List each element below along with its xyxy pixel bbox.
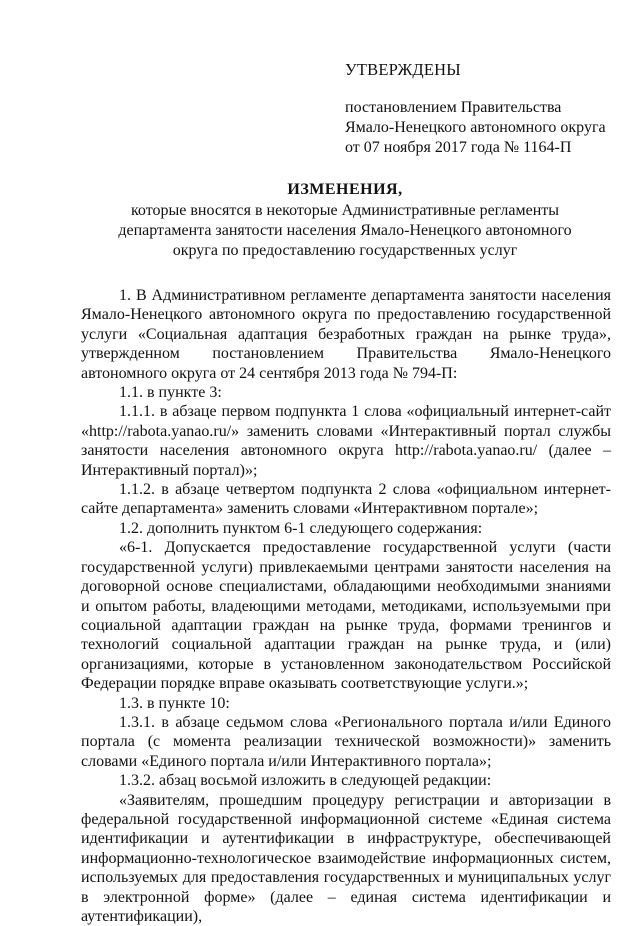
approval-line: Ямало-Ненецкого автономного округа [345, 119, 606, 136]
paragraph-1-1-1: 1.1.1. в абзаце первом подпункта 1 слова «официальный интернет-сайт «http://rabota.yanao.ru/» заменить словами «Интерактивный портал службы занятости населения автономного округа http://rabota.yanao.ru/ (далее – Интерактивный портал)»; [81, 403, 611, 479]
paragraph-1-1-2: 1.1.2. в абзаце четвертом подпункта 2 слова «официальном интернет-сайте департамента» заменить словами «Интерактивном портале»; [81, 481, 611, 518]
approval-line: от 07 ноября 2017 года № 1164-П [345, 139, 572, 156]
approval-block [345, 60, 625, 158]
paragraph-1-3-2: 1.3.2. абзац восьмой изложить в следующей редакции: [119, 772, 492, 790]
paragraph-1-1: 1.1. в пункте 3: [119, 384, 222, 402]
approval-line: постановлением Правительства [345, 99, 562, 116]
document-title: ИЗМЕНЕНИЯ, [287, 181, 403, 198]
paragraph-1-3-1: 1.3.1. в абзаце седьмом слова «Регионального портала и/или Единого портала (с момента реализации технической возможности)» заменить словами «Единого портала и/или Интерактивного портала»; [81, 713, 611, 770]
paragraph-1-3: 1.3. в пункте 10: [119, 694, 230, 712]
paragraph-1: 1. В Административном регламенте департамента занятости населения Ямало-Ненецкого автономного округа по предоставлению государственной услуги «Социальная адаптация безработных граждан на рынке труда», утвержденном постановлением Правительства Ямало-Ненецкого автономного округа от 24 сентября 2013 года № 794-П: [81, 287, 611, 382]
paragraph-6-1: «6-1. Допускается предоставление государственной услуги (части государственной услуги) привлекаемыми центрами занятости населения на договорной основе специалистами, обладающими необходимыми знаниями и опытом работы, владеющими методами, методиками, используемыми при социальной адаптации граждан на рынке труда, формами тренингов и технологий социальной адаптации граждан на рынке труда, и (или) организациями, которые в установленном законодательством Российской Федерации порядке вправе оказывать соответствующие услуги.»; [81, 539, 611, 693]
paragraph-1-2: 1.2. дополнить пунктом 6-1 следующего содержания: [119, 519, 483, 537]
paragraph-quote: «Заявителям, прошедшим процедуру регистрации и авторизации в федеральной государственной информационной системе «Единая система идентификации и аутентификации в инфраструктуре, обеспечивающей информационно-технологическое взаимодействие информационных систем, используемых для предоставления государственных и муниципальных услуг в электронной форме» (далее – единая система идентификации и аутентификации), [81, 791, 611, 925]
approval-heading: УТВЕРЖДЕНЫ [345, 60, 461, 79]
document-subtitle-line: департамента занятости населения Ямало-Ненецкого автономного [118, 222, 572, 239]
document-title-block [80, 180, 610, 261]
document-subtitle-line: округа по предоставлению государственных услуг [172, 242, 518, 259]
document-subtitle-line: которые вносятся в некоторые Административные регламенты [130, 202, 560, 219]
document-body [81, 286, 611, 926]
